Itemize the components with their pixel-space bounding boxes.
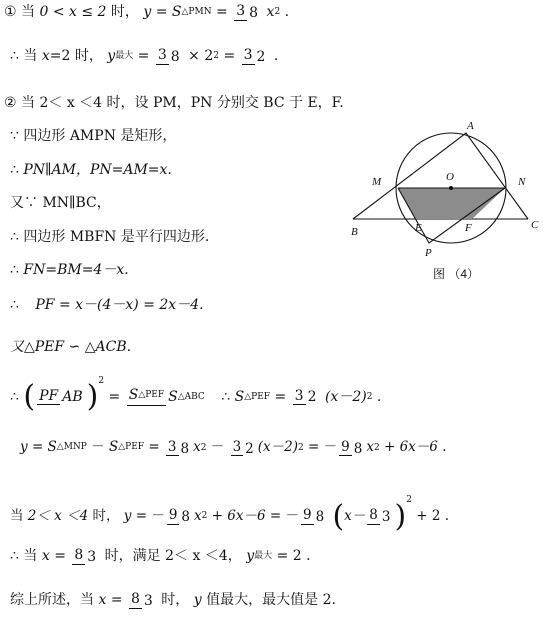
- var-y: y: [193, 592, 202, 609]
- center-point: [449, 186, 453, 190]
- y-max: y最大: [246, 548, 273, 565]
- exponent: 2: [98, 376, 105, 386]
- figure-caption: 图 （4）: [433, 267, 480, 281]
- text: FN=BM=4－x.: [23, 262, 129, 278]
- line-2: [10, 48, 278, 65]
- equals: =: [216, 4, 228, 21]
- paren: ): [394, 498, 407, 534]
- label-p: P: [425, 247, 432, 259]
- label-c: C: [531, 219, 539, 231]
- var-x: x: [266, 4, 275, 21]
- var-x: x: [41, 48, 50, 65]
- text: 时，: [92, 507, 120, 524]
- text: + 6x－6: [383, 439, 438, 456]
- equals: =: [31, 439, 44, 456]
- text: x－: [344, 507, 366, 524]
- equals: =: [135, 507, 148, 524]
- line-6: [10, 196, 111, 210]
- equals: =: [269, 507, 282, 524]
- minus: －: [210, 439, 225, 456]
- minus: －: [151, 507, 165, 524]
- fraction: 3 8: [236, 3, 259, 21]
- fraction: 9 8: [168, 507, 190, 525]
- step-marker-1: ①: [4, 4, 17, 21]
- label-m: M: [372, 176, 382, 188]
- equals: =: [274, 389, 287, 405]
- line-15: [10, 592, 336, 609]
- var-y: y: [143, 4, 152, 21]
- exponent: 2: [201, 511, 208, 521]
- y-max: y最大: [107, 48, 134, 65]
- text: 时，满足 2＜ x ＜4，: [104, 548, 242, 565]
- period: .: [306, 548, 311, 565]
- because-symbol: ∵: [10, 128, 19, 144]
- text: 当: [21, 4, 36, 21]
- fraction: 8 3: [369, 507, 391, 525]
- area-symbol: S△PEF: [234, 389, 271, 405]
- equals: =: [223, 48, 236, 65]
- period: .: [273, 48, 279, 65]
- line-7: [10, 230, 209, 244]
- minus: －: [323, 439, 338, 456]
- value: =2: [49, 48, 71, 65]
- equals: =: [54, 548, 66, 565]
- equals: =: [137, 48, 150, 65]
- text: × 2: [188, 48, 214, 65]
- text: 当: [10, 507, 24, 524]
- var-y: y: [123, 507, 132, 524]
- text: 时，: [110, 4, 139, 21]
- exponent: 2: [373, 442, 380, 453]
- line-3: [4, 96, 344, 110]
- paren: (: [332, 498, 345, 534]
- therefore-symbol: ∴: [10, 297, 19, 313]
- therefore-symbol: ∴: [10, 548, 19, 565]
- var-x: x: [194, 507, 202, 524]
- therefore-symbol: ∴: [10, 262, 19, 278]
- therefore-symbol: ∴: [10, 48, 19, 65]
- fraction: 3 2: [294, 387, 317, 406]
- condition: 0 < x ≤ 2: [39, 4, 107, 21]
- text: 又△PEF ∽ △ACB.: [10, 339, 132, 355]
- equals: =: [110, 592, 123, 609]
- therefore-symbol: ∴: [10, 229, 19, 245]
- paren: (: [23, 379, 36, 414]
- line-12: [20, 440, 446, 456]
- fraction: S△PEF S△ABC: [128, 387, 205, 405]
- var-x: x: [98, 592, 107, 609]
- line-9: [10, 298, 204, 312]
- line-11: [10, 377, 381, 412]
- fraction: 3 2: [243, 47, 266, 65]
- fraction: 9 8: [302, 507, 325, 525]
- period: .: [284, 4, 290, 21]
- text: 当 2＜ x ＜4 时，设 PM，PN 分别交 BC 于 E，F.: [21, 95, 344, 111]
- therefore-symbol: ∴: [221, 389, 231, 405]
- text: PN∥AM，PN=AM=x.: [23, 162, 172, 178]
- line-10: [10, 340, 131, 354]
- label-b: B: [351, 226, 358, 238]
- text: 当: [23, 548, 38, 565]
- label-n: N: [518, 176, 526, 188]
- fraction: 8 3: [74, 547, 97, 565]
- step-marker-2: ②: [4, 95, 17, 111]
- var-y: y: [20, 439, 28, 456]
- exponent: 2: [298, 442, 304, 453]
- text: 四边形 MBFN 是平行四边形.: [23, 229, 210, 245]
- label-o: O: [446, 171, 454, 183]
- text: 时，: [161, 592, 190, 609]
- equals: =: [148, 439, 160, 456]
- fraction: 3 2: [232, 439, 254, 457]
- line-13: [10, 496, 449, 532]
- text: 四边形 AMPN 是矩形，: [23, 128, 177, 144]
- line-5: [10, 163, 172, 177]
- period: .: [444, 507, 450, 524]
- line-1: [4, 4, 289, 21]
- equals: =: [155, 4, 168, 21]
- exponent: 2: [200, 442, 207, 453]
- geometry-figure: [353, 118, 543, 283]
- text: 值最大，最大值是 2.: [206, 592, 336, 609]
- line-14: [10, 548, 311, 565]
- period: .: [442, 439, 447, 456]
- text: 时，: [74, 48, 103, 65]
- text: 综上所述，当: [10, 592, 94, 609]
- minus: －: [91, 439, 105, 456]
- text: PF = x－(4－x) = 2x－4.: [35, 297, 204, 313]
- area-symbol: S△PMN: [171, 4, 212, 21]
- text: (x－2): [257, 439, 298, 456]
- text: + 2: [416, 507, 441, 524]
- fraction: PF AB: [39, 387, 83, 406]
- text: + 6x－6: [211, 507, 266, 524]
- fraction: 3 8: [157, 47, 180, 65]
- line-4: [10, 129, 176, 143]
- text: 当: [23, 48, 38, 65]
- therefore-symbol: ∴: [10, 389, 19, 405]
- exponent: 2: [274, 6, 281, 17]
- text: 又∵ MN∥BC，: [10, 195, 111, 211]
- text: = 2: [276, 548, 302, 565]
- fraction: 3 8: [167, 439, 190, 457]
- condition: 2＜ x ＜4: [27, 507, 89, 524]
- label-e: E: [415, 222, 422, 234]
- text: (x－2): [324, 389, 367, 405]
- exponent: 2: [406, 495, 412, 505]
- area-symbol: S△PEF: [108, 439, 145, 456]
- equals: =: [108, 389, 121, 405]
- paren: ): [86, 379, 99, 414]
- area-symbol: S△MNP: [47, 439, 87, 456]
- minus: －: [285, 507, 299, 524]
- therefore-symbol: ∴: [10, 162, 19, 178]
- label-f: F: [465, 222, 472, 234]
- exponent: 2: [213, 50, 219, 61]
- exponent: 2: [366, 391, 373, 402]
- period: .: [376, 389, 382, 405]
- var-x: x: [41, 548, 50, 565]
- shaded-region: [398, 188, 505, 219]
- var-x: x: [366, 439, 374, 456]
- line-8: [10, 263, 129, 277]
- equals: =: [308, 439, 320, 456]
- fraction: 8 3: [131, 591, 153, 609]
- label-a: A: [467, 120, 474, 132]
- var-x: x: [193, 439, 201, 456]
- fraction: 9 8: [341, 439, 363, 457]
